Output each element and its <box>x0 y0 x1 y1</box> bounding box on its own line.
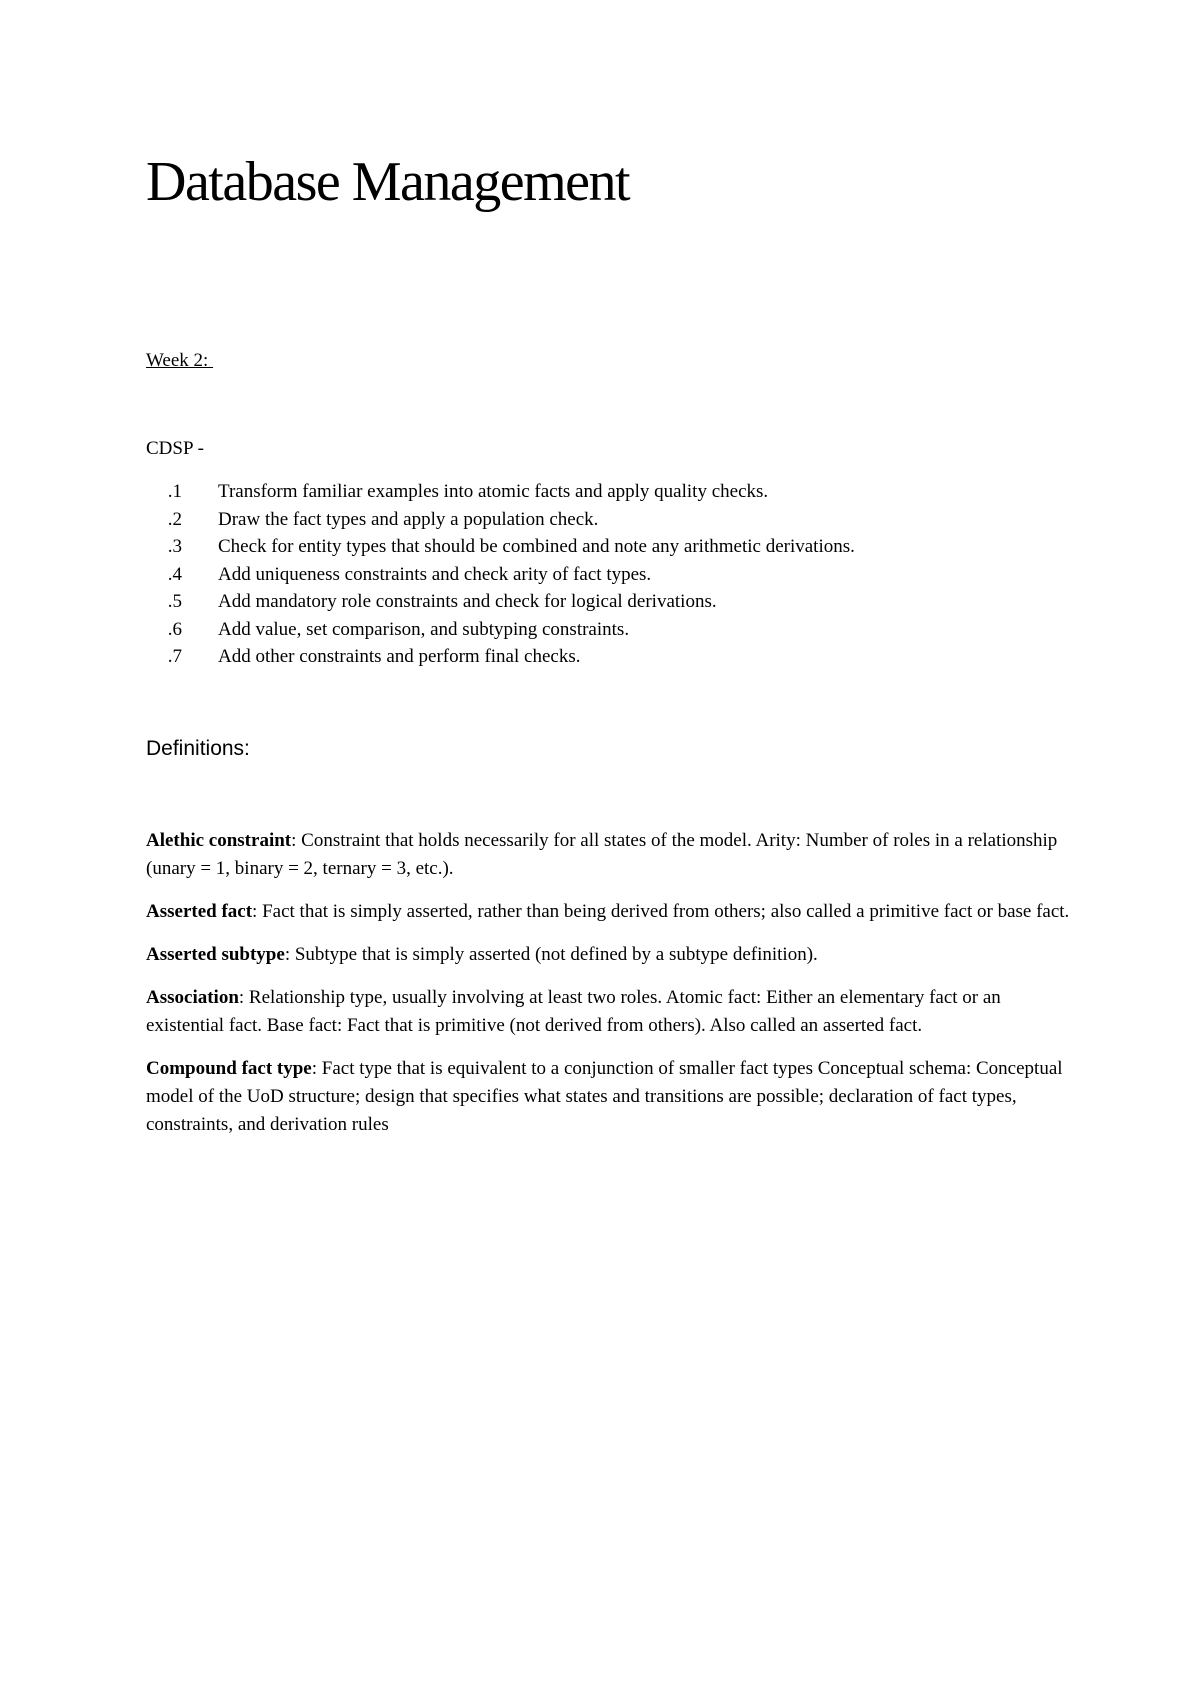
step-text: Add mandatory role constraints and check for logical derivations. <box>218 591 717 612</box>
step-text: Add uniqueness constraints and check arity of fact types. <box>218 563 652 585</box>
definition-text: : Relationship type, usually involving at least two roles. Atomic fact: Either an elementary fact or an existential fact. Base fact: Fact that is primitive (not derived from others). Also called an asserted fact. <box>146 987 1001 1036</box>
definition-text: : Fact that is simply asserted, rather than being derived from others; also called a primitive fact or base fact. <box>252 901 1070 922</box>
step-text: Add value, set comparison, and subtyping constraints. <box>218 618 630 640</box>
definition-term: Association <box>146 987 239 1008</box>
definition-term: Asserted fact <box>146 901 253 922</box>
cdsp-step: 4. Add uniqueness constraints and check arity of fact types. <box>167 563 652 585</box>
definition-text: : Subtype that is simply asserted (not defined by a subtype definition). <box>284 944 818 965</box>
cdsp-step: 3. Check for entity types that should be combined and note any arithmetic derivations. <box>167 536 855 557</box>
cdsp-step: 7. Add other constraints and perform final checks. <box>167 646 581 667</box>
definitions-list <box>146 827 1076 1154</box>
step-text: Draw the fact types and apply a population check. <box>218 508 599 530</box>
definition-text: : Fact type that is equivalent to a conjunction of smaller fact types Conceptual schema: Conceptual model of the UoD structure; design that specifies what states and transitions are possible; declaration of fact types, constraints, and derivation rules <box>146 1058 1063 1135</box>
definition-item <box>146 941 1076 969</box>
definitions-heading: Definitions: <box>146 737 250 760</box>
cdsp-steps-list <box>146 480 1106 673</box>
definition-term: Compound fact type <box>146 1058 312 1079</box>
definition-item <box>146 984 1076 1040</box>
step-text: Add other constraints and perform final checks. <box>218 646 581 667</box>
definition-item <box>146 1055 1076 1139</box>
document-title: Database Management <box>146 151 630 213</box>
week-label: Week 2: <box>146 350 214 371</box>
cdsp-step: 5. Add mandatory role constraints and check for logical derivations. <box>167 591 717 612</box>
cdsp-label: CDSP - <box>146 438 204 459</box>
definition-text: : Constraint that holds necessarily for all states of the model. Arity: Number of roles in a relationship (unary = 1, binary = 2, ternary = 3, etc.). <box>146 830 1058 879</box>
definition-item <box>146 898 1076 926</box>
definition-term: Alethic constraint <box>146 830 292 851</box>
step-text: Check for entity types that should be combined and note any arithmetic derivations. <box>218 536 855 557</box>
definition-term: Asserted subtype <box>146 944 285 965</box>
step-text: Transform familiar examples into atomic facts and apply quality checks. <box>218 481 769 502</box>
definition-item <box>146 827 1076 883</box>
cdsp-step: 1. Transform familiar examples into atomic facts and apply quality checks. <box>167 481 769 502</box>
cdsp-step: 6. Add value, set comparison, and subtyping constraints. <box>167 618 630 640</box>
cdsp-step: 2. Draw the fact types and apply a population check. <box>167 508 599 530</box>
